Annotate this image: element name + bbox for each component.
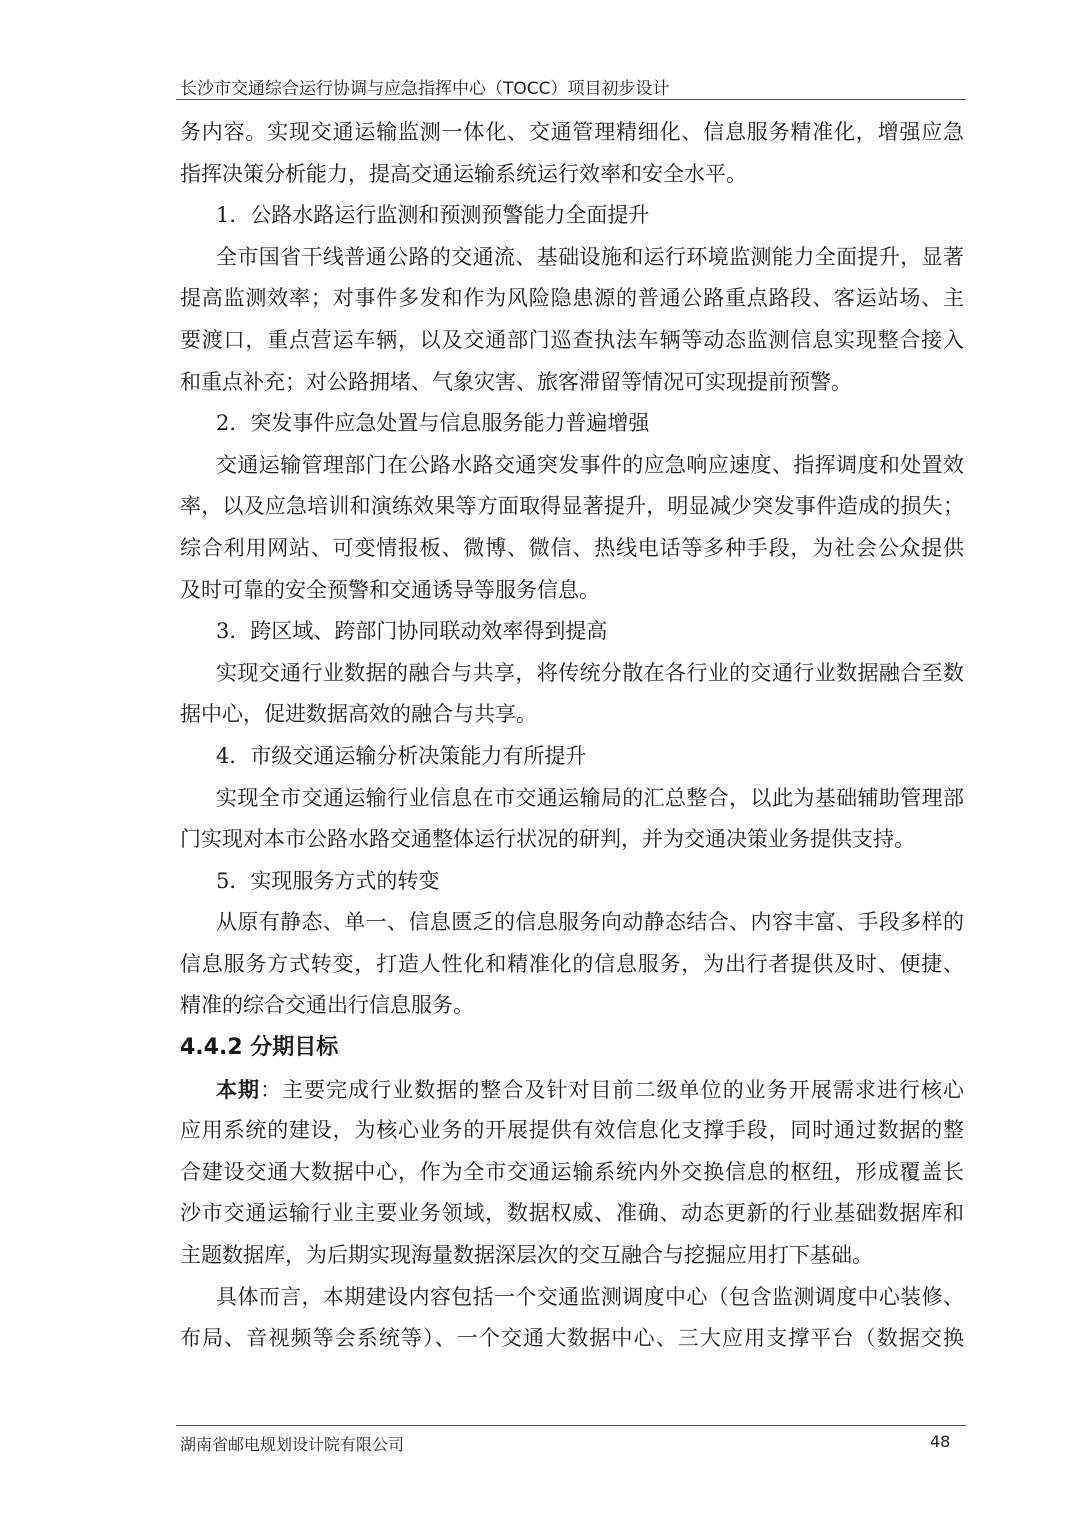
item-heading-1: 1．公路水路运行监测和预测预警能力全面提升 xyxy=(216,203,650,228)
paragraph-line: 合建设交通大数据中心，作为全市交通运输系统内外交换信息的枢纽，形成覆盖长 xyxy=(180,1159,964,1184)
paragraph-line: 实现全市交通运输行业信息在市交通运输局的汇总整合，以此为基础辅助管理部 xyxy=(216,785,964,810)
paragraph-line: 交通运输管理部门在公路水路交通突发事件的应急响应速度、指挥调度和处置效 xyxy=(216,452,964,477)
section-heading: 4.4.2 分期目标 xyxy=(180,1035,339,1061)
phase-label: 本期 xyxy=(216,1076,261,1102)
paragraph-line: 据中心，促进数据高效的融合与共享。 xyxy=(180,702,537,727)
page-number: 48 xyxy=(930,1432,951,1451)
paragraph-line: 沙市交通运输行业主要业务领域，数据权威、准确、动态更新的行业基础数据库和 xyxy=(180,1201,964,1226)
phase-text: ：主要完成行业数据的整合及针对目前二级单位的业务开展需求进行核心 xyxy=(260,1077,964,1102)
paragraph-line: 要渡口，重点营运车辆，以及交通部门巡查执法车辆等动态监测信息实现整合接入 xyxy=(180,327,964,352)
paragraph-line: 和重点补充；对公路拥堵、气象灾害、旅客滞留等情况可实现提前预警。 xyxy=(180,369,852,394)
paragraph-line: 率，以及应急培训和演练效果等方面取得显著提升，明显减少突发事件造成的损失； xyxy=(180,494,964,519)
document-header-title: 长沙市交通综合运行协调与应急指挥中心（TOCC）项目初步设计 xyxy=(180,79,670,99)
item-heading-3: 3．跨区域、跨部门协同联动效率得到提高 xyxy=(216,619,608,644)
item-heading-4: 4．市级交通运输分析决策能力有所提升 xyxy=(216,743,587,768)
footer-company-name: 湖南省邮电规划设计院有限公司 xyxy=(180,1435,405,1454)
paragraph-line: 务内容。实现交通运输监测一体化、交通管理精细化、信息服务精准化，增强应急 xyxy=(180,120,964,144)
paragraph-line: 指挥决策分析能力，提高交通运输系统运行效率和安全水平。 xyxy=(180,161,747,186)
item-heading-2: 2．突发事件应急处置与信息服务能力普遍增强 xyxy=(216,411,650,436)
paragraph-line: 布局、音视频等会系统等）、一个交通大数据中心、三大应用支撑平台（数据交换 xyxy=(180,1326,964,1351)
paragraph-line: 全市国省干线普通公路的交通流、基础设施和运行环境监测能力全面提升，显著 xyxy=(216,244,964,269)
paragraph-line: 具体而言，本期建设内容包括一个交通监测调度中心（包含监测调度中心装修、 xyxy=(216,1284,964,1309)
paragraph-line: 及时可靠的安全预警和交通诱导等服务信息。 xyxy=(180,577,600,602)
paragraph-line: 综合利用网站、可变情报板、微博、微信、热线电话等多种手段，为社会公众提供 xyxy=(180,535,964,560)
paragraph-line: 精准的综合交通出行信息服务。 xyxy=(180,993,474,1018)
document-body xyxy=(180,112,964,1360)
paragraph-line: 主题数据库，为后期实现海量数据深层次的交互融合与挖掘应用打下基础。 xyxy=(180,1243,873,1268)
paragraph-line: 实现交通行业数据的融合与共享，将传统分散在各行业的交通行业数据融合至数 xyxy=(216,660,964,685)
footer-divider xyxy=(176,1425,966,1426)
header-divider xyxy=(176,99,966,100)
paragraph-line: 提高监测效率；对事件多发和作为风险隐患源的普通公路重点路段、客运站场、主 xyxy=(180,286,964,311)
paragraph-line xyxy=(180,1069,964,1111)
paragraph-line: 信息服务方式转变，打造人性化和精准化的信息服务，为出行者提供及时、便捷、 xyxy=(180,951,964,976)
paragraph-line: 从原有静态、单一、信息匮乏的信息服务向动静态结合、内容丰富、手段多样的 xyxy=(216,910,964,935)
item-heading-5: 5．实现服务方式的转变 xyxy=(216,868,440,893)
paragraph-line: 应用系统的建设，为核心业务的开展提供有效信息化支撑手段，同时通过数据的整 xyxy=(180,1118,964,1143)
paragraph-line: 门实现对本市公路水路交通整体运行状况的研判，并为交通决策业务提供支持。 xyxy=(180,827,915,852)
